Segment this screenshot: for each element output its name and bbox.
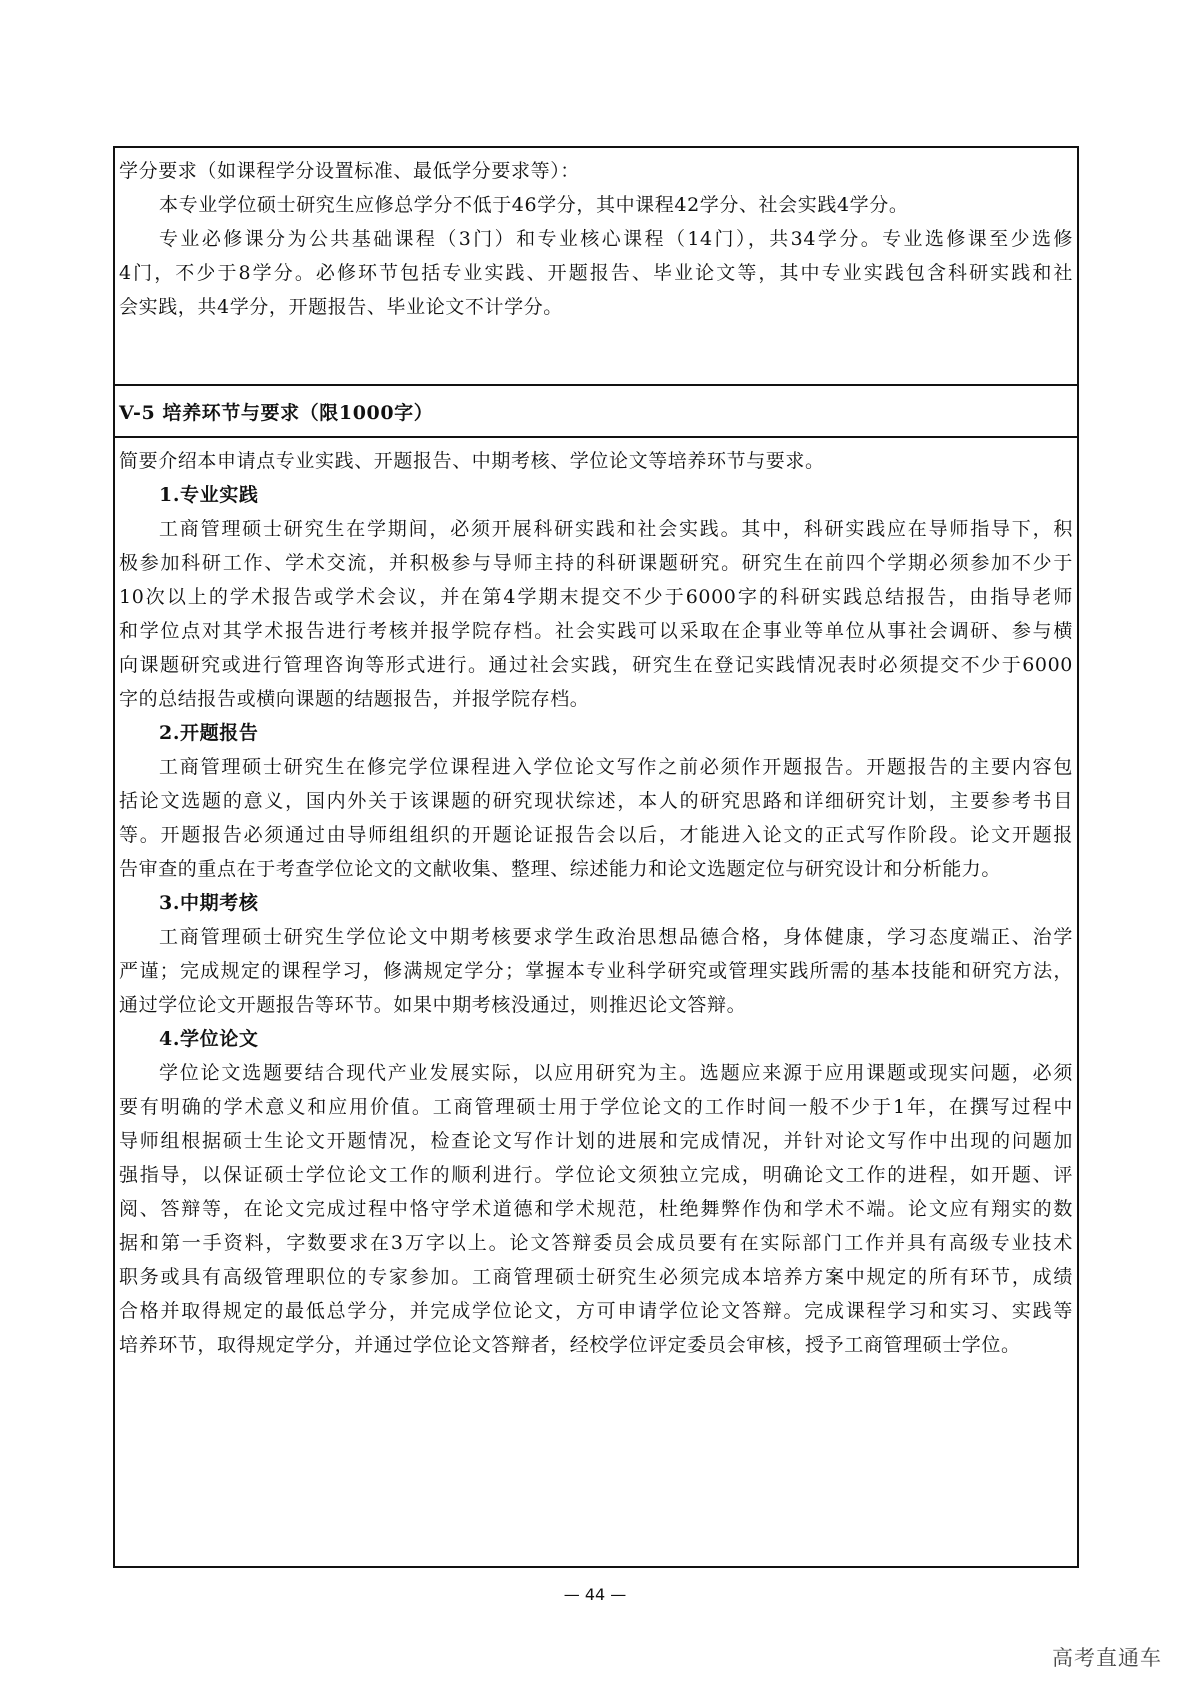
paragraph-line: 10次以上的学术报告或学术会议，并在第4学期末提交不少于6000字的科研实践总结报告，由指导老师 xyxy=(119,586,1073,608)
paragraph-line: 工商管理硕士研究生在修完学位课程进入学位论文写作之前必须作开题报告。开题报告的主要内容包 xyxy=(159,756,1073,778)
subsection-heading: 4.学位论文 xyxy=(159,1028,259,1050)
section-title: V-5 培养环节与要求（限1000字） xyxy=(119,401,434,424)
credit-requirements-cell xyxy=(115,148,1077,386)
subsection-heading: 2.开题报告 xyxy=(159,722,259,744)
paragraph-line: 阅、答辩等，在论文完成过程中恪守学术道德和学术规范，杜绝舞弊作伪和学术不端。论文应有翔实的数 xyxy=(119,1198,1073,1220)
training-body xyxy=(119,478,1073,1362)
paragraph-line: 告审查的重点在于考查学位论文的文献收集、整理、综述能力和论文选题定位与研究设计和分析能力。 xyxy=(119,858,1002,880)
paragraph-line: 工商管理硕士研究生学位论文中期考核要求学生政治思想品德合格，身体健康，学习态度端正、治学 xyxy=(159,926,1073,948)
paragraph-line: 严谨；完成规定的课程学习，修满规定学分；掌握本专业科学研究或管理实践所需的基本技能和研究方法， xyxy=(119,960,1073,982)
subsection-heading: 1.专业实践 xyxy=(159,484,259,506)
paragraph-line: 要有明确的学术意义和应用价值。工商管理硕士用于学位论文的工作时间一般不少于1年，在撰写过程中 xyxy=(119,1096,1073,1118)
paragraph-line: 字的总结报告或横向课题的结题报告，并报学院存档。 xyxy=(119,688,590,710)
subsection-heading: 3.中期考核 xyxy=(159,892,259,914)
paragraph-line: 向课题研究或进行管理咨询等形式进行。通过社会实践，研究生在登记实践情况表时必须提交不少于6000 xyxy=(119,654,1073,676)
credit-requirements-intro: 学分要求（如课程学分设置标准、最低学分要求等）： xyxy=(119,160,580,182)
watermark-text: 高考直通车 xyxy=(1052,1646,1162,1670)
paragraph-line: 培养环节，取得规定学分，并通过学位论文答辩者，经校学位评定委员会审核，授予工商管理硕士学位。 xyxy=(119,1334,1021,1356)
section-title-row xyxy=(115,386,1077,438)
paragraph-line: 合格并取得规定的最低总学分，并完成学位论文，方可申请学位论文答辩。完成课程学习和实习、实践等 xyxy=(119,1300,1073,1322)
paragraph-line: 学位论文选题要结合现代产业发展实际，以应用研究为主。选题应来源于应用课题或现实问题，必须 xyxy=(159,1062,1073,1084)
page-number: — 44 — xyxy=(563,1585,627,1604)
training-intro: 简要介绍本申请点专业实践、开题报告、中期考核、学位论文等培养环节与要求。 xyxy=(119,450,825,472)
credit-line: 4门，不少于8学分。必修环节包括专业实践、开题报告、毕业论文等，其中专业实践包含科研实践和社 xyxy=(119,262,1073,284)
credit-requirements-body xyxy=(119,188,1073,324)
credit-line: 会实践，共4学分，开题报告、毕业论文不计学分。 xyxy=(119,296,563,318)
paragraph-line: 职务或具有高级管理职位的专家参加。工商管理硕士研究生必须完成本培养方案中规定的所有环节，成绩 xyxy=(119,1266,1073,1288)
paragraph-line: 导师组根据硕士生论文开题情况，检查论文写作计划的进展和完成情况，并针对论文写作中出现的问题加 xyxy=(119,1130,1073,1152)
credit-line: 本专业学位硕士研究生应修总学分不低于46学分，其中课程42学分、社会实践4学分。 xyxy=(159,194,909,216)
paragraph-line: 据和第一手资料，字数要求在3万字以上。论文答辩委员会成员要有在实际部门工作并具有高级专业技术 xyxy=(119,1232,1073,1254)
paragraph-line: 通过学位论文开题报告等环节。如果中期考核没通过，则推迟论文答辩。 xyxy=(119,994,747,1016)
paragraph-line: 等。开题报告必须通过由导师组组织的开题论证报告会以后，才能进入论文的正式写作阶段。论文开题报 xyxy=(119,824,1073,846)
paragraph-line: 极参加科研工作、学术交流，并积极参与导师主持的科研课题研究。研究生在前四个学期必须参加不少于 xyxy=(119,552,1073,574)
paragraph-line: 括论文选题的意义，国内外关于该课题的研究现状综述，本人的研究思路和详细研究计划，主要参考书目 xyxy=(119,790,1073,812)
paragraph-line: 和学位点对其学术报告进行考核并报学院存档。社会实践可以采取在企事业等单位从事社会调研、参与横 xyxy=(119,620,1073,642)
training-requirements-cell xyxy=(115,438,1077,1566)
form-table xyxy=(113,146,1079,1568)
credit-line: 专业必修课分为公共基础课程（3门）和专业核心课程（14门），共34学分。专业选修课至少选修 xyxy=(159,228,1073,250)
paragraph-line: 强指导，以保证硕士学位论文工作的顺利进行。学位论文须独立完成，明确论文工作的进程，如开题、评 xyxy=(119,1164,1073,1186)
paragraph-line: 工商管理硕士研究生在学期间，必须开展科研实践和社会实践。其中，科研实践应在导师指导下，积 xyxy=(159,518,1073,540)
